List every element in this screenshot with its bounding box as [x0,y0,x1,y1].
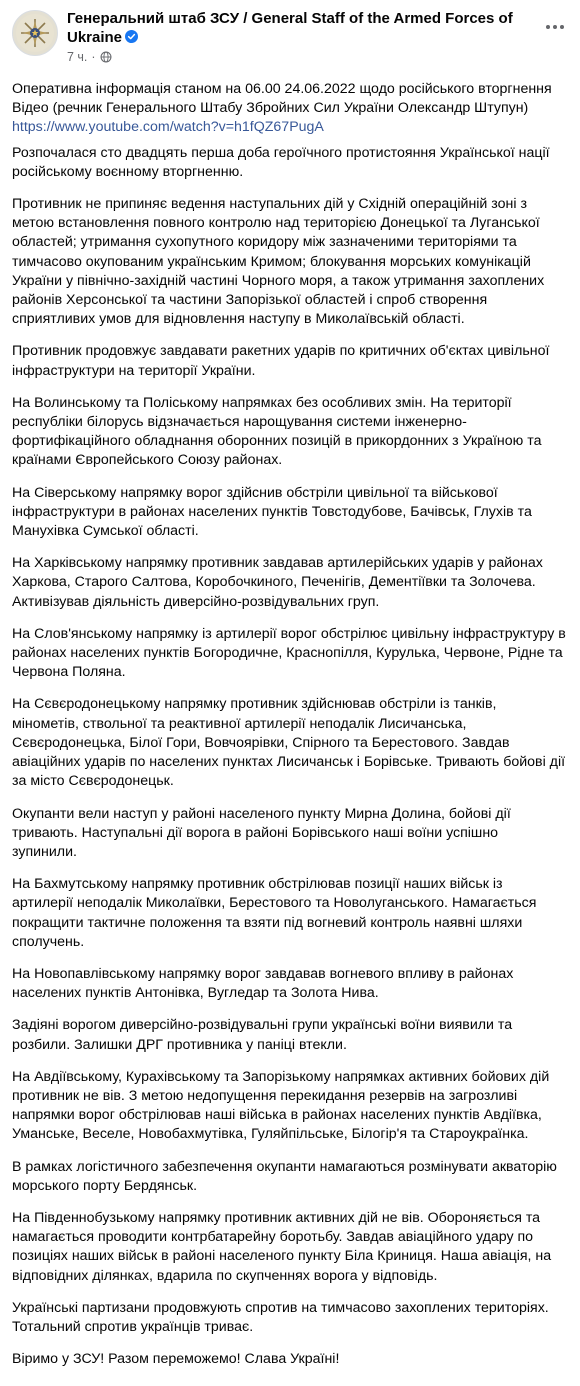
paragraph: На Сєвєродонецькому напрямку противник здійснював обстріли із танків, мінометів, ствольної та реактивної артилерії неподалік Лисичанська, Сєвєродонецька, Білої Гори, Вовчоярівки, Спірного та Берестового. Завдав авіаційних ударів по населених пунктах Лисичанськ і Борівське. Тривають бойові дії за місто Сєвєродонецьк. [12,696,566,790]
post-body [12,80,570,1369]
post-meta [67,50,540,64]
more-icon [545,24,565,30]
paragraph: Розпочалася сто двадцять перша доба героїчного протистояння Української нації російському воєнному вторгненню. [12,144,550,180]
paragraph: На Сіверському напрямку ворог здійснив обстріли цивільної та військової інфраструктури в районах населених пунктів Товстодубове, Бачівськ, Глухів та Манухівка Сумської області. [12,484,532,540]
page-avatar[interactable] [12,10,58,56]
paragraph: На Волинському та Поліському напрямках без особливих змін. На території республіки білорусь відзначається нарощування системи інженерно-фортифікаційного обладнання оборонних позицій в прикордонних з Україною та країнами Європейського Союзу районах. [12,394,542,469]
paragraph: На Бахмутському напрямку противник обстрілював позиції наших військ із артилерії неподалік Миколаївки, Берестового та Новолуганського. Намагається покращити тактичне положення та взяти під вогневий контроль наявні шляхи сполучень. [12,876,537,950]
paragraph: В рамках логістичного забезпечення окупанти намагаються розмінувати акваторію морського порту Бердянськ. [12,1158,557,1194]
verified-badge-icon [125,30,138,43]
paragraph: Українські партизани продовжують спротив на тимчасово захоплених територіях. Тотальний спротив українців триває. [12,1299,549,1335]
video-link[interactable]: https://www.youtube.com/watch?v=h1fQZ67PugA [12,119,324,136]
paragraph: На Південнобузькому напрямку противник активних дій не вів. Обороняється та намагається проводити контрбатарейну боротьбу. Завдав авіаційного удару по позиціях наших військ в районі населеного пункту Біла Криниця. Наша авіація, на відповідних ділянках, вдарила по скупченнях ворога у відповідь. [12,1209,552,1284]
paragraph: На Слов'янському напрямку із артилерії ворог обстрілює цивільну інфраструктуру в районах населених пунктів Богородичне, Краснопілля, Курулька, Червоне, Рідне та Червона Поляна. [12,625,566,681]
post-timestamp[interactable]: 7 ч. [67,50,88,64]
paragraph: На Новопавлівському напрямку ворог завдавав вогневого впливу в районах населених пунктів Антонівка, Вугледар та Золота Нива. [12,965,514,1002]
paragraph: Окупанти вели наступ у районі населеного пункту Мирна Долина, бойові дії тривають. Наступальні дії ворога в районі Борівського наші воїни успішно зупинили. [12,805,511,860]
page-name[interactable]: Генеральний штаб ЗСУ / General Staff of the Armed Forces of Ukraine [67,10,513,46]
emblem-icon [15,13,55,53]
page-name-link[interactable] [67,9,540,47]
post-header [12,8,570,70]
post-intro [12,80,566,138]
intro-line-video: Відео (речник Генерального Штабу Збройних Сил України Олександр Штупун) [12,100,529,117]
paragraph: На Харківському напрямку противник завдавав артилерійських ударів у районах Харкова, Старого Салтова, Коробочкиного, Печенігів, Дементіївки та Золочева. Активізував діяльність диверсійно-розвідувальних груп. [12,555,543,610]
globe-icon[interactable] [100,51,112,63]
paragraph: Задіяні ворогом диверсійно-розвідувальні групи українські воїни виявили та розбили. Залишки ДРГ противника у паніці втекли. [12,1017,513,1053]
post-options-button[interactable] [540,12,570,42]
paragraph: Віримо у ЗСУ! Разом переможемо! Слава Україні! [12,1351,340,1368]
paragraph: Противник продовжує завдавати ракетних ударів по критичних об'єктах цивільної інфраструктури на території України. [12,343,550,379]
paragraph: Противник не припиняє ведення наступальних дій у Східній операційній зоні з метою встановлення повного контролю над територією Донецької та Луганської областей; утримання сухопутного коридору між зазначеними територіями та тимчасово окупованим українським Кримом; блокування морських комунікацій України у північно-західній частині Чорного моря, а також утримання захоплених районів Херсонської та частини Запорізької областей і спроб створення сприятливих умов для відновлення наступу в Миколаївській області. [12,196,545,328]
header-text [67,8,540,64]
meta-separator: · [91,50,96,64]
paragraph: На Авдіївському, Курахівському та Запорізькому напрямках активних бойових дій противник не вів. З метою недопущення перекидання резервів на загрозливі напрямки ворог обстрілював наші війська в районах населених пунктів Авдіївка, Уманське, Веселе, Новобахмутівка, Гуляйпільське, Білогір'я та Староукраїнка. [12,1068,550,1143]
intro-line-title: Оперативна інформація станом на 06.00 24.06.2022 щодо російського вторгнення [12,81,552,97]
